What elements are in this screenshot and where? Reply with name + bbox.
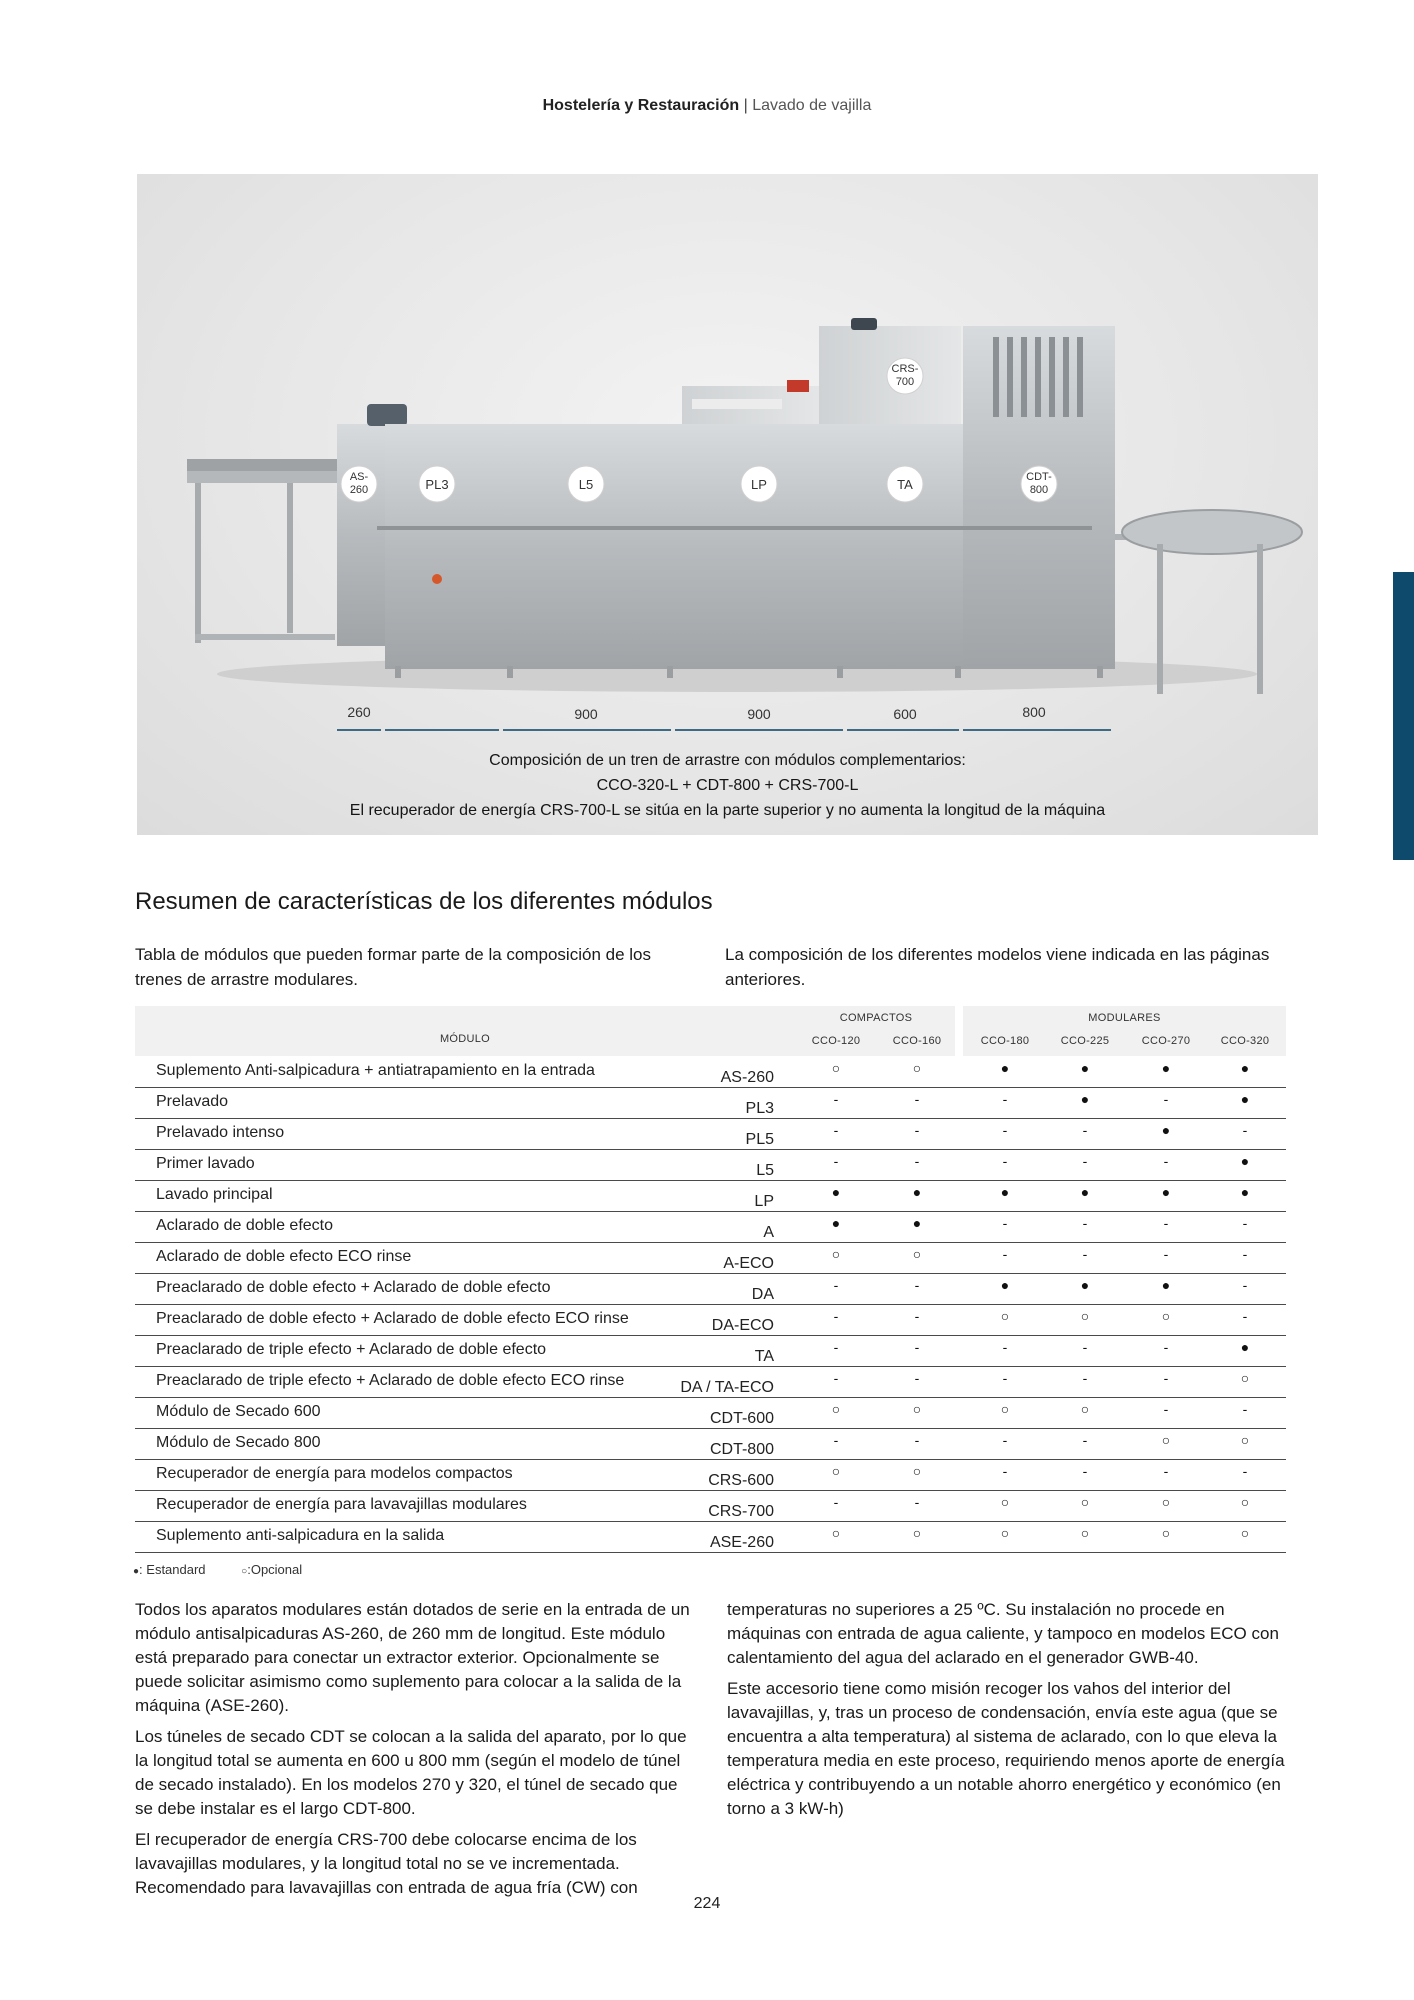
availability-mark: - — [1163, 1215, 1169, 1231]
caption-line-3: El recuperador de energía CRS-700-L se sitúa en la parte superior y no aumenta la longitud de la máquina — [349, 802, 1106, 819]
dimension-600: 600 — [893, 706, 917, 722]
table-legend — [133, 1562, 334, 1577]
body-right-p2: Este accesorio tiene como misión recoger los vahos del interior del lavavajillas, y, tras un proceso de condensación, envía este agua (que se encuentra a alta temperatura) al sistema de aclarado, con lo que eleva la temperatura media en este proceso, requiriendo menos aporte de energía eléctrica y contribuyendo a un notable ahorro energético y económico (en torno a 3 kW-h) — [727, 1679, 1285, 1818]
header-modulares: MODULARES — [1088, 1012, 1161, 1024]
svg-text:CRS-: CRS- — [891, 363, 919, 375]
col-cco-120: CCO-120 — [811, 1035, 861, 1047]
label-ta — [887, 466, 923, 502]
legend-optional: ○:Opcional — [241, 1562, 303, 1577]
availability-mark: - — [1163, 1339, 1169, 1355]
dimension-900-b: 900 — [747, 706, 771, 722]
availability-mark: ● — [1161, 1060, 1171, 1076]
module-code: AS-260 — [720, 1069, 774, 1086]
body-left-p2: Los túneles de secado CDT se colocan a la salida del aparato, por lo que la longitud total se aumenta en 600 u 800 mm (según el modelo de túnel de secado instalado). En los modelos 270 y 320, el túnel de secado que se debe instalar es el largo CDT-800. — [135, 1727, 687, 1818]
availability-mark: ● — [1080, 1184, 1090, 1200]
header-section: Hostelería y Restauración — [542, 97, 740, 114]
availability-mark: ○ — [1161, 1308, 1171, 1324]
table-row — [135, 1304, 1286, 1336]
availability-mark: ○ — [912, 1060, 922, 1076]
availability-mark: - — [833, 1339, 839, 1355]
section-title: Resumen de características de los diferentes módulos — [135, 888, 713, 915]
table-row — [135, 1459, 1286, 1491]
header-subsection: Lavado de vajilla — [752, 97, 872, 114]
availability-mark: - — [1163, 1463, 1169, 1479]
header-compactos: COMPACTOS — [839, 1012, 913, 1024]
col-cco-270: CCO-270 — [1141, 1035, 1191, 1047]
extractor-collar — [367, 404, 407, 426]
table-row — [135, 1180, 1286, 1212]
table-row — [135, 1428, 1286, 1460]
availability-mark: - — [1242, 1401, 1248, 1417]
dimension-800: 800 — [1022, 704, 1046, 720]
availability-mark: ○ — [1240, 1494, 1250, 1510]
availability-mark: - — [1082, 1463, 1088, 1479]
availability-mark: ○ — [1080, 1494, 1090, 1510]
availability-mark: - — [1242, 1308, 1248, 1324]
availability-mark: - — [914, 1277, 920, 1293]
availability-mark: ● — [1080, 1060, 1090, 1076]
module-code: PL3 — [745, 1100, 774, 1117]
module-ta — [847, 424, 963, 669]
availability-mark: ○ — [1161, 1432, 1171, 1448]
availability-mark: - — [914, 1308, 920, 1324]
body-left-p3: El recuperador de energía CRS-700 debe colocarse encima de los lavavajillas modulares, y la longitud total no se ve incrementada. Recomendado para lavavajillas con entrada de agua fría (CW) con — [135, 1830, 638, 1897]
body-left-p1: Todos los aparatos modulares están dotados de serie en la entrada de un módulo antisalpicaduras AS-260, de 260 mm de longitud. Este módulo está preparado para conectar un extractor exterior. Opcionalmente se puede solicitar asimismo como suplemento para colocar a la salida de la máquina (ASE-260). — [135, 1600, 690, 1715]
svg-text:PL3: PL3 — [425, 477, 449, 492]
availability-mark: - — [1082, 1432, 1088, 1448]
availability-mark: ○ — [1000, 1494, 1010, 1510]
availability-mark: - — [1242, 1463, 1248, 1479]
availability-mark: - — [1002, 1463, 1008, 1479]
availability-mark: - — [1002, 1091, 1008, 1107]
label-cdt-800 — [1021, 466, 1057, 502]
availability-mark: ● — [831, 1215, 841, 1231]
module-code: A — [763, 1224, 774, 1241]
module-l5 — [503, 424, 675, 669]
table-row — [135, 1087, 1286, 1119]
availability-mark: - — [1163, 1246, 1169, 1262]
availability-mark: - — [1002, 1246, 1008, 1262]
availability-mark: - — [1002, 1153, 1008, 1169]
availability-mark: ○ — [831, 1525, 841, 1541]
module-name: Primer lavado — [156, 1155, 255, 1172]
availability-mark: ● — [1000, 1060, 1010, 1076]
legend-standard-symbol: ● — [133, 1566, 140, 1577]
label-lp — [741, 466, 777, 502]
body-text-left — [135, 1598, 695, 1907]
availability-mark: ● — [1240, 1060, 1250, 1076]
table-row — [135, 1521, 1286, 1553]
availability-mark: - — [914, 1370, 920, 1386]
availability-mark: - — [1242, 1122, 1248, 1138]
caption-line-2: CCO-320-L + CDT-800 + CRS-700-L — [596, 777, 859, 794]
svg-text:CDT-: CDT- — [1026, 471, 1052, 483]
svg-text:800: 800 — [1029, 484, 1049, 496]
availability-mark: ○ — [831, 1060, 841, 1076]
module-name: Preaclarado de doble efecto + Aclarado de doble efecto ECO rinse — [156, 1310, 629, 1327]
availability-mark: - — [1163, 1091, 1169, 1107]
availability-mark: ○ — [1080, 1308, 1090, 1324]
module-name: Suplemento Anti-salpicadura + antiatrapamiento en la entrada — [156, 1062, 595, 1079]
module-lp — [675, 424, 847, 669]
availability-mark: - — [1163, 1153, 1169, 1169]
availability-mark: - — [833, 1370, 839, 1386]
availability-mark: ○ — [1000, 1308, 1010, 1324]
availability-mark: ● — [1161, 1122, 1171, 1138]
availability-mark: - — [914, 1494, 920, 1510]
module-name: Recuperador de energía para lavavajillas modulares — [156, 1496, 527, 1513]
svg-text:TA: TA — [897, 477, 913, 492]
availability-mark: ● — [912, 1215, 922, 1231]
dimension-900-a: 900 — [574, 706, 598, 722]
availability-mark: ● — [1080, 1091, 1090, 1107]
availability-mark: ● — [1080, 1277, 1090, 1293]
availability-mark: - — [833, 1432, 839, 1448]
table-row — [135, 1490, 1286, 1522]
header-modulo: MÓDULO — [439, 1033, 491, 1045]
module-name: Aclarado de doble efecto ECO rinse — [156, 1248, 412, 1265]
intro-right: La composición de los diferentes modelos viene indicada en las páginas anteriores. — [725, 945, 1270, 989]
module-name: Recuperador de energía para modelos compactos — [156, 1465, 513, 1482]
label-as-260-line1: AS- — [349, 471, 369, 483]
availability-mark: - — [833, 1122, 839, 1138]
availability-mark: - — [1002, 1215, 1008, 1231]
availability-mark: ● — [1161, 1184, 1171, 1200]
availability-mark: ○ — [1000, 1525, 1010, 1541]
module-code: CDT-600 — [709, 1410, 774, 1427]
availability-mark: - — [1082, 1339, 1088, 1355]
availability-mark: ○ — [1080, 1525, 1090, 1541]
module-name: Preaclarado de triple efecto + Aclarado de doble efecto — [156, 1341, 547, 1358]
header-separator: | — [743, 97, 748, 114]
availability-mark: ● — [1240, 1091, 1250, 1107]
module-name: Módulo de Secado 800 — [156, 1434, 321, 1451]
table-row — [135, 1335, 1286, 1367]
availability-mark: ○ — [912, 1401, 922, 1417]
module-name: Módulo de Secado 600 — [156, 1403, 321, 1420]
svg-text:L5: L5 — [578, 477, 594, 492]
availability-mark: - — [1002, 1432, 1008, 1448]
availability-mark: ○ — [1240, 1525, 1250, 1541]
exit-turntable — [1122, 510, 1302, 554]
module-name: Preaclarado de triple efecto + Aclarado de doble efecto ECO rinse — [156, 1372, 625, 1389]
label-l5 — [568, 466, 604, 502]
availability-mark: - — [1082, 1215, 1088, 1231]
availability-mark: - — [914, 1339, 920, 1355]
svg-text:700: 700 — [895, 376, 915, 388]
body-right-p1: temperaturas no superiores a 25 ºC. Su instalación no procede en máquinas con entrada de agua caliente, y tampoco en modelos ECO con calentamiento del agua del aclarado en el generador GWB-40. — [727, 1600, 1279, 1667]
module-name: Suplemento anti-salpicadura en la salida — [156, 1527, 445, 1544]
svg-text:LP: LP — [751, 477, 767, 492]
module-name: Prelavado — [156, 1093, 229, 1110]
table-row — [135, 1273, 1286, 1305]
availability-mark: - — [1242, 1246, 1248, 1262]
table-row — [135, 1118, 1286, 1150]
dimension-260: 260 — [347, 704, 371, 720]
availability-mark: - — [914, 1091, 920, 1107]
chapter-tab — [1393, 572, 1414, 860]
legend-standard: ●: Estandard — [133, 1562, 206, 1577]
availability-mark: ● — [912, 1184, 922, 1200]
module-as-260 — [337, 424, 385, 646]
table-row — [135, 1056, 1286, 1088]
table-row — [135, 1149, 1286, 1181]
module-name: Preaclarado de doble efecto + Aclarado de doble efecto — [156, 1279, 551, 1296]
availability-mark: - — [1002, 1370, 1008, 1386]
table-row — [135, 1211, 1286, 1243]
col-cco-320: CCO-320 — [1220, 1035, 1270, 1047]
table-row — [135, 1242, 1286, 1274]
availability-mark: - — [833, 1153, 839, 1169]
availability-mark: ○ — [1240, 1370, 1250, 1386]
availability-mark: - — [914, 1432, 920, 1448]
module-name: Lavado principal — [156, 1186, 273, 1203]
module-name: Prelavado intenso — [156, 1124, 285, 1141]
module-code: ASE-260 — [709, 1534, 774, 1551]
availability-mark: - — [1082, 1153, 1088, 1169]
entry-table-top — [187, 469, 337, 483]
label-as-260-line2: 260 — [349, 484, 369, 496]
module-code: TA — [754, 1348, 774, 1365]
availability-mark: - — [914, 1153, 920, 1169]
module-code: CDT-800 — [709, 1441, 774, 1458]
table-row — [135, 1366, 1286, 1398]
availability-mark: ○ — [831, 1246, 841, 1262]
availability-mark: ● — [1000, 1184, 1010, 1200]
availability-mark: ○ — [912, 1525, 922, 1541]
machine-illustration — [137, 174, 1318, 835]
availability-mark: - — [1163, 1370, 1169, 1386]
availability-mark: - — [1002, 1122, 1008, 1138]
availability-mark: ● — [1240, 1184, 1250, 1200]
availability-mark: ○ — [912, 1463, 922, 1479]
page-number: 224 — [693, 1895, 721, 1912]
availability-mark: ● — [1240, 1153, 1250, 1169]
availability-mark: ○ — [912, 1246, 922, 1262]
availability-mark: - — [833, 1277, 839, 1293]
table-row — [135, 1397, 1286, 1429]
col-cco-180: CCO-180 — [980, 1035, 1030, 1047]
dishwasher-drawing — [137, 174, 1318, 835]
module-code: CRS-700 — [708, 1503, 774, 1520]
illustration-caption — [137, 748, 1318, 823]
body-text-right — [727, 1598, 1287, 1828]
label-as-260 — [341, 466, 377, 502]
availability-mark: - — [1163, 1401, 1169, 1417]
module-code: DA-ECO — [711, 1317, 774, 1334]
module-code: DA — [751, 1286, 774, 1303]
legend-optional-symbol: ○ — [241, 1566, 248, 1577]
module-code: A-ECO — [723, 1255, 774, 1272]
module-name: Aclarado de doble efecto — [156, 1217, 334, 1234]
availability-mark: ○ — [831, 1401, 841, 1417]
availability-mark: ○ — [1000, 1401, 1010, 1417]
intro-left: Tabla de módulos que pueden formar parte de la composición de los trenes de arrastre modulares. — [135, 945, 651, 989]
availability-mark: ● — [1000, 1277, 1010, 1293]
page-header — [0, 97, 1414, 115]
module-code: L5 — [756, 1162, 774, 1179]
availability-mark: - — [1082, 1370, 1088, 1386]
col-cco-225: CCO-225 — [1060, 1035, 1110, 1047]
availability-mark: - — [833, 1091, 839, 1107]
availability-mark: ● — [831, 1184, 841, 1200]
availability-mark: - — [1082, 1122, 1088, 1138]
col-cco-160: CCO-160 — [892, 1035, 942, 1047]
availability-mark: ○ — [1240, 1432, 1250, 1448]
availability-mark: ○ — [1161, 1525, 1171, 1541]
availability-mark: - — [833, 1494, 839, 1510]
module-code: CRS-600 — [708, 1472, 774, 1489]
availability-mark: - — [1242, 1215, 1248, 1231]
label-pl3 — [419, 466, 455, 502]
availability-mark: - — [914, 1122, 920, 1138]
availability-mark: - — [1242, 1277, 1248, 1293]
module-code: DA / TA-ECO — [680, 1379, 774, 1396]
module-code: LP — [754, 1193, 774, 1210]
availability-mark: ○ — [1161, 1494, 1171, 1510]
caption-line-1: Composición de un tren de arrastre con módulos complementarios: — [489, 752, 966, 769]
availability-mark: - — [1002, 1339, 1008, 1355]
availability-mark: ○ — [831, 1463, 841, 1479]
availability-mark: ● — [1240, 1339, 1250, 1355]
availability-mark: - — [833, 1308, 839, 1324]
label-crs-700 — [887, 358, 923, 394]
availability-mark: ○ — [1080, 1401, 1090, 1417]
availability-mark: ● — [1161, 1277, 1171, 1293]
module-pl3 — [385, 424, 503, 669]
module-code: PL5 — [745, 1131, 774, 1148]
availability-mark: - — [1082, 1246, 1088, 1262]
